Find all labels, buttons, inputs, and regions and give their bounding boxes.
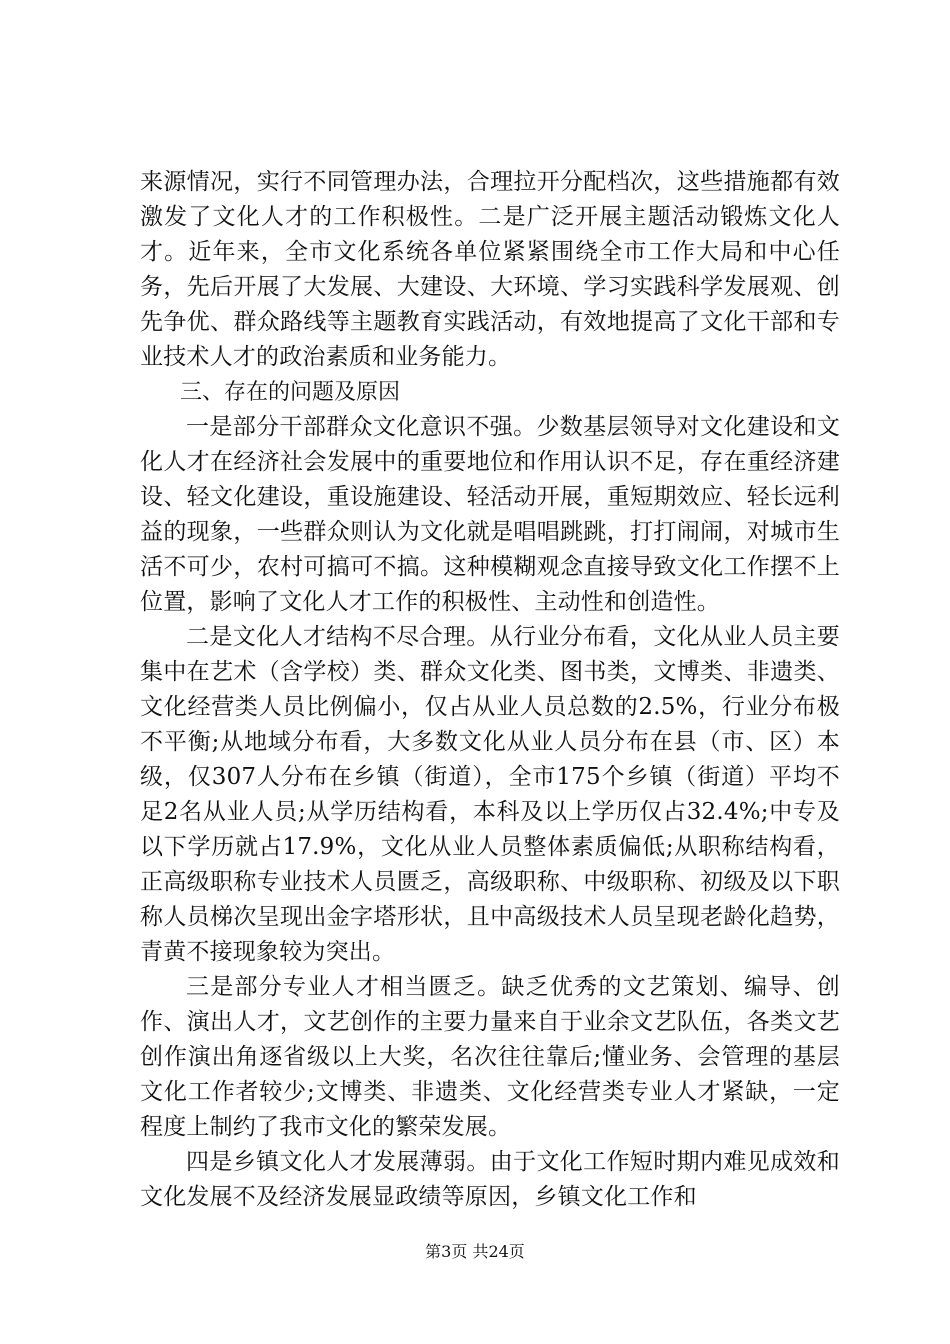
page-number-footer: 第3页 共24页 [425,1242,525,1261]
paragraph-issue-1: 一是部分干部群众文化意识不强。少数基层领导对文化建设和文化人才在经济社会发展中的重要地位和作用认识不足，存在重经济建设、轻文化建设，重设施建设、轻活动开展，重短期效应、轻长远利益的现象，一些群众则认为文化就是唱唱跳跳，打打闹闹，对城市生活不可少，农村可搞可不搞。这种模糊观念直接导致文化工作摆不上位置，影响了文化人才工作的积极性、主动性和创造性。 [140,414,840,615]
paragraph-issue-3: 三是部分专业人才相当匮乏。缺乏优秀的文艺策划、编导、创作、演出人才，文艺创作的主要力量来自于业余文艺队伍，各类文艺创作演出角逐省级以上大奖，名次往往靠后;懂业务、会管理的基层文化工作者较少;文博类、非遗类、文化经营类专业人才紧缺，一定程度上制约了我市文化的繁荣发展。 [140,974,840,1140]
section-heading: 三、存在的问题及原因 [180,380,401,405]
paragraph-continuation: 来源情况，实行不同管理办法，合理拉开分配档次，这些措施都有效激发了文化人才的工作积极性。二是广泛开展主题活动锻炼文化人才。近年来，全市文化系统各单位紧紧围绕全市工作大局和中心任务，先后开展了大发展、大建设、大环境、学习实践科学发展观、创先争优、群众路线等主题教育实践活动，有效地提高了文化干部和专业技术人才的政治素质和业务能力。 [140,169,840,370]
paragraph-issue-4: 四是乡镇文化人才发展薄弱。由于文化工作短时期内难见成效和文化发展不及经济发展显政绩等原因，乡镇文化工作和 [140,1149,840,1210]
document-body [140,165,840,1215]
paragraph-issue-2: 二是文化人才结构不尽合理。从行业分布看，文化从业人员主要集中在艺术（含学校）类、群众文化类、图书类，文博类、非遗类、文化经营类人员比例偏小，仅占从业人员总数的2.5%，行业分布极不平衡;从地域分布看，大多数文化从业人员分布在县（市、区）本级，仅307人分布在乡镇（街道），全市175个乡镇（街道）平均不足2名从业人员;从学历结构看，本科及以上学历仅占32.4%;中专及以下学历就占17.9%，文化从业人员整体素质偏低;从职称结构看，正高级职称专业技术人员匮乏，高级职称、中级职称、初级及以下职称人员梯次呈现出金字塔形状，且中高级技术人员呈现老龄化趋势，青黄不接现象较为突出。 [140,624,840,965]
